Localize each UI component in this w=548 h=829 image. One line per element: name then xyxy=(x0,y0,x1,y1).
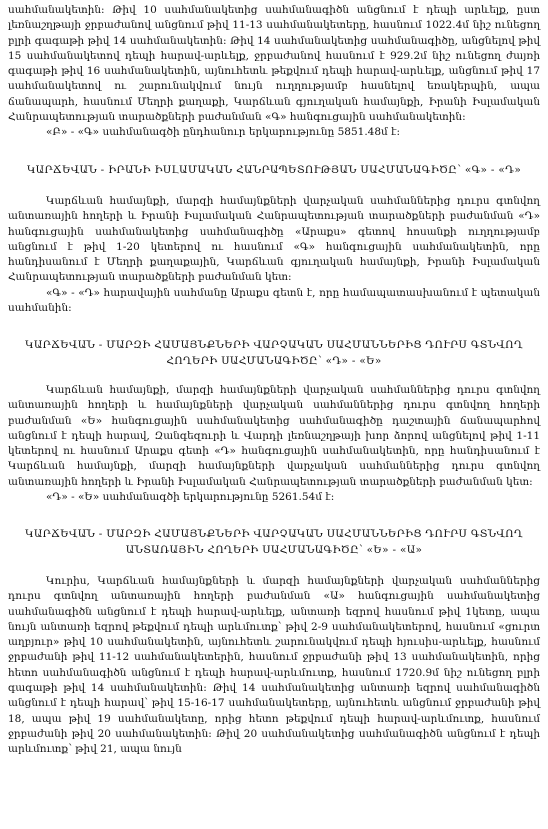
section-heading-d-e-line2: ՀՈՂԵՐԻ ՍԱՀՄԱՆԱԳԻԾԸ՝ «Դ» - «Ե» xyxy=(166,354,382,367)
section-heading-e-a-line1: ԿԱՐՃԵՎԱՆ - ՄԱՐԶԻ ՀԱՄԱՅՆՔՆԵՐԻ ՎԱՐՉԱԿԱՆ ՍԱՀՄԱՆՆԵՐԻՑ ԴՈՒՐՍ ԳՏՆՎՈՂ xyxy=(25,528,523,541)
length-statement-b-g: «Բ» - «Գ» սահմանագծի ընդհանուր երկարությունը 5851.48մ է: xyxy=(46,126,401,139)
section-heading-e-a-line2: ԱՆՏԱՌԱՅԻՆ ՀՈՂԵՐԻ ՍԱՀՄԱՆԱԳԻԾԸ՝ «Ե» - «Ա» xyxy=(125,543,423,556)
length-statement-d-e: «Դ» - «Ե» սահմանագծի երկարությունը 5261.54մ է: xyxy=(46,491,335,504)
paragraph-south-border: «Գ» - «Դ» հարավային սահմանը Արաքս գետն է, որը համապատասխանում է պետական սահմանին: xyxy=(8,286,540,315)
paragraph-boundary-d-e: Կարճևան համայնքի, մարզի համայնքների վարչական սահմաններից դուրս գտնվող անտառային հողերի և համայնքների վարչական սահմաններից դուրս գտնվող հողերի բաժանման «Ե» հանգուցային սահմանակետից սահմանագիծը դաշտային ճանապարհով անցնում է դեպի հարավ, Զանգեզուրի և Վարդի լեռնաշղթայի խոր ձորով անցնելով թիվ 1-11 կետերով ու հասնում Արաքս գետի «Դ» հանգուցային սահմանակետին, որը հանդիսանում է Կարճևան համայնքի, մարզի համայնքների վարչական սահմաններից դուրս գտնվող անտառային հողերի և Իրանի Իսլամական Հանրապետության տարածքների բաժանման կետ: xyxy=(8,383,540,488)
section-heading-d-e-line1: ԿԱՐՃԵՎԱՆ - ՄԱՐԶԻ ՀԱՄԱՅՆՔՆԵՐԻ ՎԱՐՉԱԿԱՆ ՍԱՀՄԱՆՆԵՐԻՑ ԴՈՒՐՍ ԳՏՆՎՈՂ xyxy=(25,339,523,352)
spacer xyxy=(8,141,540,163)
paragraph-boundary-e-a: Կուրիս, Կարճևան համայնքների և մարզի համայնքների վարչական սահմաններից դուրս գտնվող անտառային հողերի բաժանման «Ա» հանգուցային սահմանակետից սահմանագիծն անցնում է դեպի հարավ-արևելք, անտառի եզրով հասնում թիվ 1կետը, ապա նույն անտառի եզրով թեքվում դեպի արևմուտք՝ թիվ 2-9 սահմանակետերով, հասնում «ցուրտ աղբյուր» թիվ 10 սահմանակետին, այնուհետև շարունակվում դեպի հյուսիս-արևելք, հասնում ջրբաժանի թիվ 11-12 սահմանակետերին, հասնում ջրբաժանի թիվ 13 սահմանակետին, որից հետո սահմանագիծն անցնում է դեպի հարավ-արևմուտք, հասնում 1720.9մ նիշ ունեցող բլրի գագաթի թիվ 14 սահմանակետին: Թիվ 14 սահմանակետից անտառի եզրով սահմանագիծն անցնում է դեպի հարավ՝ թիվ 15-16-17 սահմանակետերը, այնուհետև անցնում ջրբաժանի թիվ 18, ապա թիվ 19 սահմանակետը, որից հետո թեքվում դեպի հարավ-արևմուտք, հասնում ջրբաժանի թիվ 20 սահմանակետին: Թիվ 20 սահմանակետից սահմանագիծն անցնում է դեպի արևմուտք՝ թիվ 21, ապա նույն xyxy=(8,574,540,756)
spacer xyxy=(8,178,540,194)
spacer xyxy=(8,369,540,383)
spacer xyxy=(8,505,540,527)
section-heading-g-d: ԿԱՐՃԵՎԱՆ - ԻՐԱՆԻ ԻՍԼԱՄԱԿԱՆ ՀԱՆՐԱՊԵՏՈՒԹՅԱՆ ՍԱՀՄԱՆԱԳԻԾԸ՝ «Գ» - «Դ» xyxy=(26,163,522,176)
spacer xyxy=(8,316,540,338)
spacer xyxy=(8,558,540,574)
paragraph-boundary-g-d: Կարճևան համայնքի, մարզի համայնքների վարչական սահմաններից դուրս գտնվող անտառային հողերի և Իրանի Իսլամական Հանրապետության տարածքների բաժանման «Դ» հանգուցային սահմանակետից սահմանագիծը «Արաքս» գետով հոսանքի ուղղությամբ անցնում է թիվ 1-20 կետերով ու հասնում «Գ» հանգուցային սահմանակետին, որը հանդիսանում է Մեղրի քաղաքային, Կարճևան գյուղական համայնքի, Իրանի Իսլամական Հանրապետության տարածքների բաժանման կետ: xyxy=(8,194,540,284)
paragraph-boundary-b-g: սահմանակետին: Թիվ 10 սահմանակետից սահմանագիծն անցնում է դեպի արևելք, ըստ լեռնաշղթայի ջրբաժանով անցնում թիվ 11-13 սահմանակետերը, հասնում 1022.4մ նիշ ունեցող բլրի գագաթի թիվ 14 սահմանակետին: Թիվ 14 սահմանակետից սահմանագիծը, անցնելով թիվ 15 սահմանակետով դեպի հարավ-արևելք, ջրբաժանով հասնում է 929.2մ նիշ ունեցող ժայռի գագաթի թիվ 16 սահմանակետին, այնուհետև թեքվում դեպի հարավ-արևելք, անցնում թիվ 17 սահմանակետով ու շարունակվում նույն ուղղությամբ հասնելով եռակերպին, ապա ճանապարհ, հասնում Մեղրի քաղաքի, Կարճևան գյուղական համայնքի, Իրանի Իսլամական Հանրապետության տարածքների բաժանման «Գ» հանգուցային սահմանակետին: xyxy=(8,4,540,124)
